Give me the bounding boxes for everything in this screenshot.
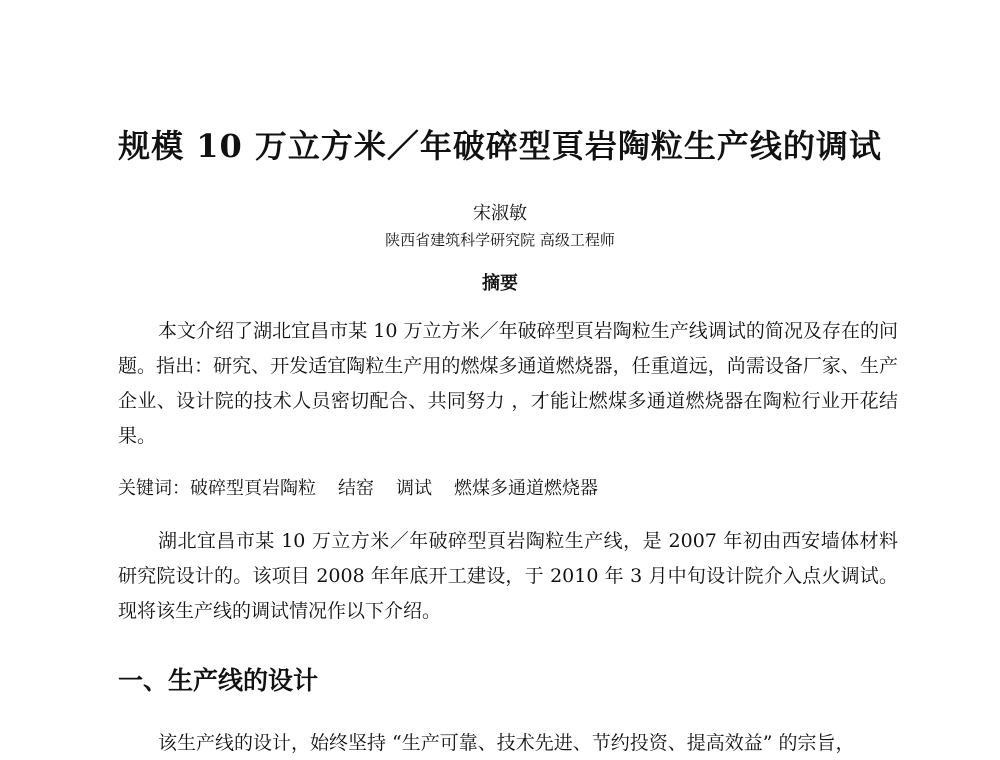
keyword-item: 燃煤多通道燃烧器 [454,478,598,499]
keyword-item: 破碎型頁岩陶粒 [190,478,316,499]
paper-title: 规模 10 万立方米／年破碎型頁岩陶粒生产线的调试 [118,127,882,165]
keyword-item: 调试 [396,478,432,499]
body-paragraph: 湖北宜昌市某 10 万立方米／年破碎型頁岩陶粒生产线，是 2007 年初由西安墙体材料研究院设计的。该项目 2008 年年底开工建设，于 2010 年 3 月中旬设计院介入点火调试。现将该生产线的调试情况作以下介绍。 [118,530,898,622]
author-name: 宋淑敏 [473,203,527,224]
body-paragraph: 该生产线的设计，始终坚持 “生产可靠、技术先进、节约投资、提高效益” 的宗旨， [158,732,855,754]
author-affiliation: 陕西省建筑科学研究院 高级工程师 [385,231,615,249]
abstract-heading: 摘要 [482,273,518,294]
section-heading: 一、生产线的设计 [118,666,319,695]
keywords-label: 关键词： [118,478,190,499]
keyword-item: 结窑 [338,478,374,499]
abstract-text: 本文介绍了湖北宜昌市某 10 万立方米／年破碎型頁岩陶粒生产线调试的简况及存在的问题。指出：研究、开发适宜陶粒生产用的燃煤多通道燃烧器，任重道远，尚需设备厂家、生产企业、设计院的技术人员密切配合、共同努力 ，才能让燃煤多通道燃烧器在陶粒行业开花结果。 [118,320,898,447]
keywords-line [118,476,898,502]
